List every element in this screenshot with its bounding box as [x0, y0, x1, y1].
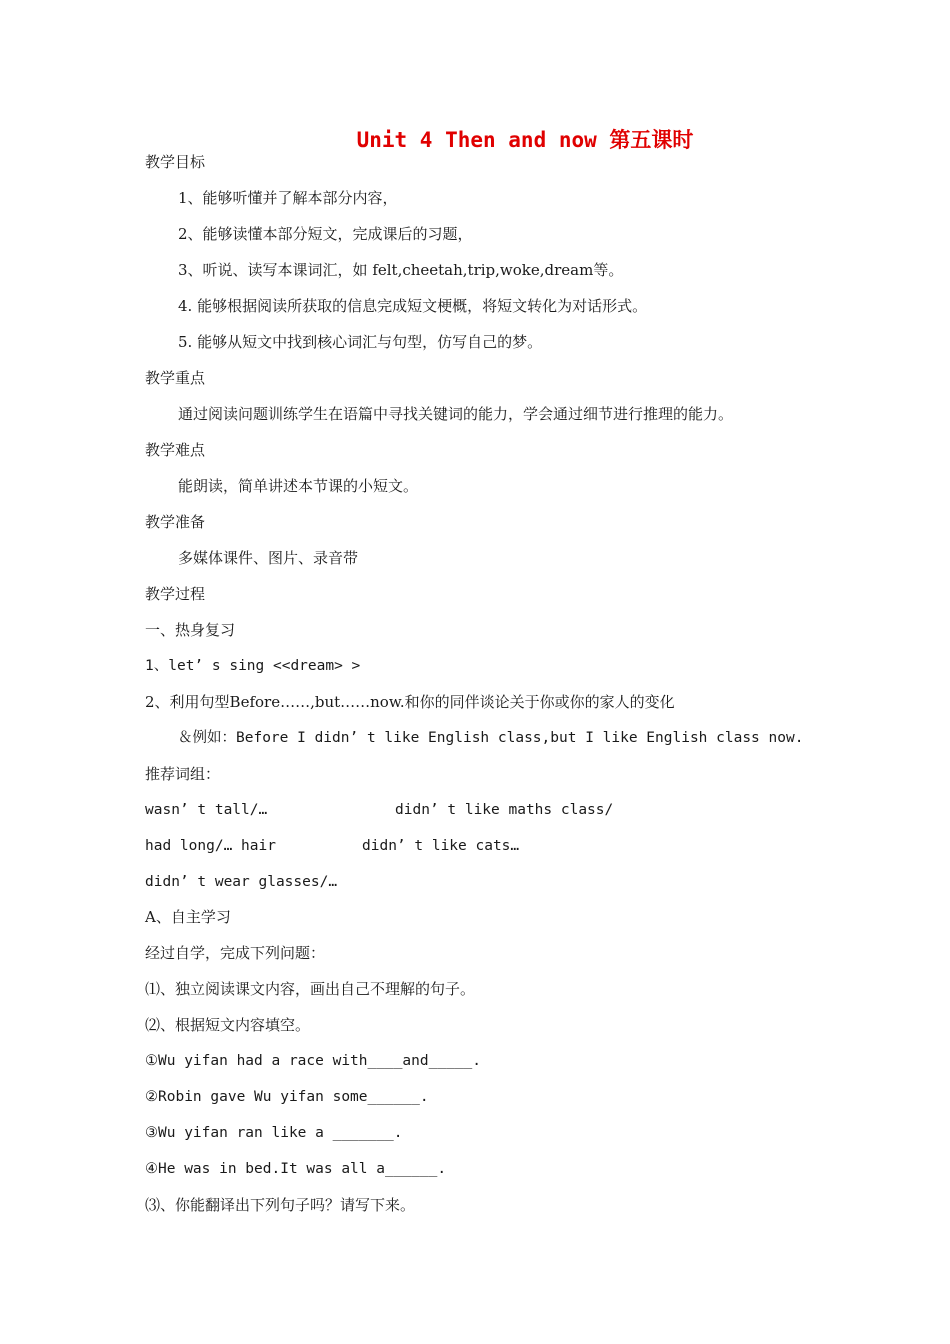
question-item: ⑶、你能翻译出下列句子吗？请写下来。 — [145, 1196, 416, 1214]
example-sentence: ＆例如：Before I didn’ t like English class,but I like English class now. — [178, 730, 804, 746]
section-heading-difficulties: 教学难点 — [145, 441, 206, 459]
objective-item: 5. 能够从短文中找到核心词汇与句型，仿写自己的梦。 — [178, 333, 543, 351]
phrase-item: wasn’ t tall/… — [145, 802, 268, 818]
objective-item: 3、听说、读写本课词汇，如 felt,cheetah,trip,woke,dream等。 — [178, 261, 624, 279]
difficulties-text: 能朗读，简单讲述本节课的小短文。 — [178, 477, 419, 495]
page-title: Unit 4 Then and now 第五课时 — [356, 128, 694, 152]
phrase-heading: 推荐词组： — [145, 765, 221, 783]
warmup-item: 1、let’ s sing <<dream> > — [145, 658, 361, 674]
warmup-item: 2、利用句型Before……,but……now.和你的同伴谈论关于你或你的家人的变化 — [145, 693, 675, 711]
section-heading-key-points: 教学重点 — [145, 369, 206, 387]
question-item: ⑵、根据短文内容填空。 — [145, 1016, 311, 1034]
phrase-item: didn’ t like maths class/ — [395, 802, 614, 818]
step-heading-self-study: A、自主学习 — [145, 908, 231, 926]
key-points-text: 通过阅读问题训练学生在语篇中寻找关键词的能力，学会通过细节进行推理的能力。 — [178, 405, 734, 423]
fill-blank-item: ②Robin gave Wu yifan some______. — [145, 1089, 429, 1105]
objective-item: 4. 能够根据阅读所获取的信息完成短文梗概，将短文转化为对话形式。 — [178, 297, 648, 315]
self-study-intro: 经过自学，完成下列问题： — [145, 944, 326, 962]
section-heading-process: 教学过程 — [145, 585, 206, 603]
phrase-item: didn’ t like cats… — [362, 838, 520, 854]
fill-blank-item: ①Wu yifan had a race with____and_____. — [145, 1053, 481, 1069]
phrase-item: had long/… hair — [145, 838, 276, 854]
section-heading-objectives: 教学目标 — [145, 153, 206, 171]
step-heading-warmup: 一、热身复习 — [145, 621, 236, 639]
question-item: ⑴、独立阅读课文内容，画出自己不理解的句子。 — [145, 980, 476, 998]
phrase-item: didn’ t wear glasses/… — [145, 874, 338, 890]
fill-blank-item: ③Wu yifan ran like a _______. — [145, 1125, 403, 1141]
objective-item: 1、能够听懂并了解本部分内容， — [178, 189, 398, 207]
preparation-text: 多媒体课件、图片、录音带 — [178, 549, 359, 567]
fill-blank-item: ④He was in bed.It was all a______. — [145, 1161, 447, 1177]
objective-item: 2、能够读懂本部分短文，完成课后的习题， — [178, 225, 473, 243]
section-heading-preparation: 教学准备 — [145, 513, 206, 531]
